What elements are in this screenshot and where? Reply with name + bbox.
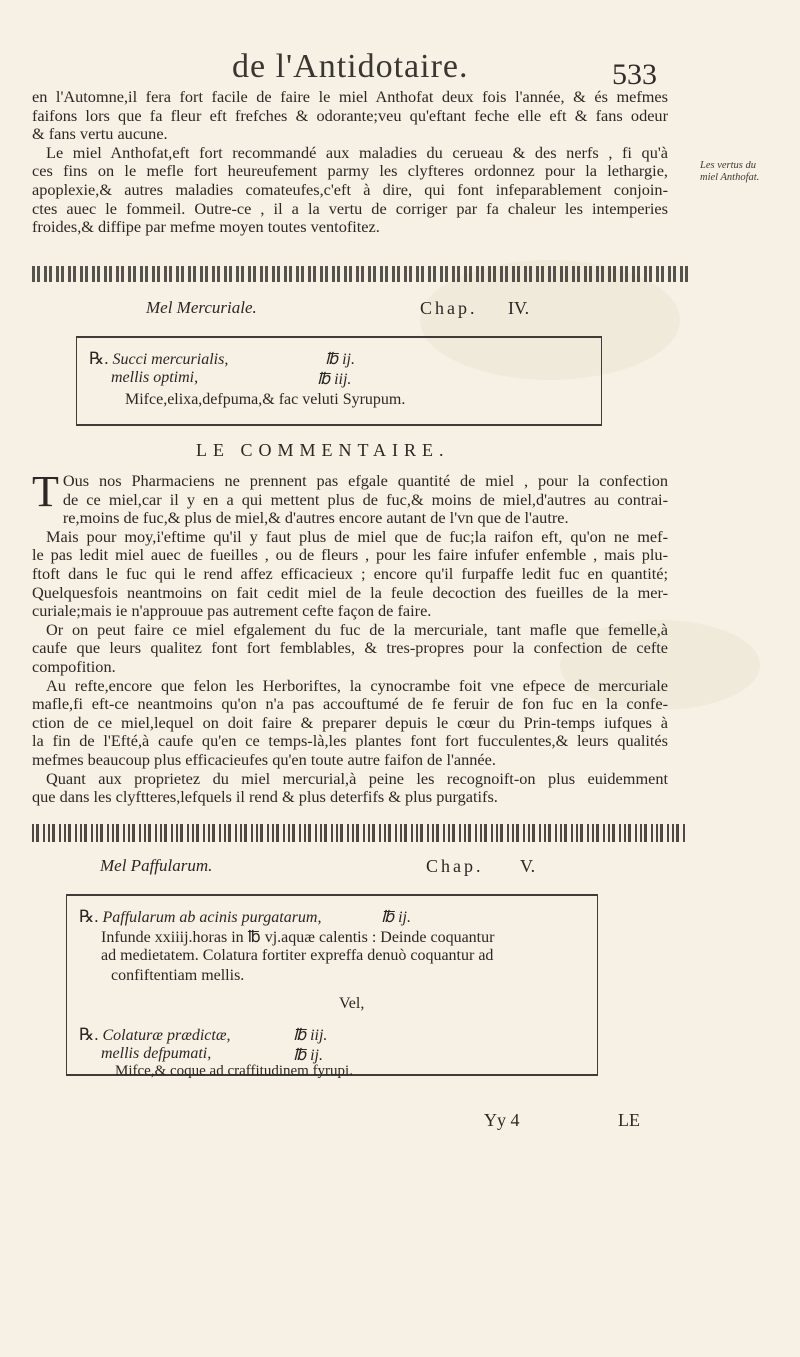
ingredient: Colaturæ prædictæ,	[102, 1027, 231, 1044]
recipe-line	[89, 349, 228, 369]
text-line: caufe que leurs qualitez font fort femblables, & tres-propres pour la confection de cefte	[32, 639, 668, 658]
margin-note-line: Les vertus du	[700, 160, 756, 171]
recipe-symbol: ℞.	[89, 349, 109, 368]
text-line: Au refte,encore que felon les Herboriftes, la cynocrambe foit vne efpece de mercuriale	[46, 676, 668, 695]
chapter-title: Mel Mercuriale.	[146, 298, 257, 317]
dose: ℔ iij.	[293, 1027, 328, 1044]
commentary-body	[32, 467, 668, 807]
text-line: apoplexie,& autres maladies comateufes,c'eft à dire, qui font infeparablement conjoin-	[32, 180, 668, 199]
text-line: Quant aux proprietez du miel mercurial,à peine les recognoift-on plus euidemment	[46, 769, 668, 788]
recipe-instruction: ad medietatem. Colatura fortiter expreffa denuò coquantur ad	[101, 947, 494, 964]
recipe-line	[79, 907, 321, 927]
recipe-instruction: Infunde xxiiij.horas in ℔ vj.aquæ calentis : Deinde coquantur	[101, 929, 495, 946]
recipe-instruction: Mifce,elixa,defpuma,& fac veluti Syrupum.	[125, 391, 406, 408]
ingredient: mellis optimi,	[111, 369, 199, 386]
text-line: ction de ce miel,lequel on doit faire & preparer depuis le cœur du Prin-temps iufques à	[32, 713, 668, 732]
text-line: ftoft dans le fuc qui le rend affez efficacieux ; encore qu'il furpaffe ledit fuc en quantité;	[32, 564, 668, 583]
margin-note-line: miel Anthofat.	[700, 172, 760, 183]
text-line: le pas ledit miel auec de fueilles , ou de fleurs , pour les faire infufer enfemble , mais plu-	[32, 546, 668, 565]
page-number: 533	[612, 58, 657, 91]
ingredient: Succi mercurialis,	[112, 351, 229, 368]
text-line: ces fins on le mefle fort heureufement parmy les clyfteres ordonnez pour la lethargie,	[32, 162, 668, 181]
text-line: compofition.	[32, 657, 116, 676]
drop-cap: T	[32, 467, 59, 516]
dose: ℔ ij.	[293, 1047, 323, 1064]
text-line: Or on peut faire ce miel efgalement du fuc de la mercuriale, tant mafle que femelle,à	[46, 620, 668, 639]
text-line: re,moins de fuc,& plus de miel,& d'autres encore autant de l'vn que de l'autre.	[62, 509, 569, 528]
ingredient: Paffularum ab acinis purgatarum,	[102, 909, 322, 926]
recipe-box	[66, 894, 598, 1079]
text-line: curiale;mais ie n'approuue pas autrement cefte façon de faire.	[32, 602, 432, 621]
recipe-symbol: ℞.	[79, 907, 99, 926]
ingredient: mellis defpumati,	[101, 1045, 212, 1062]
text-line: de ce miel,car il y en a qui mettent plus de fuc,& moins de miel,d'autres au contrai-	[62, 490, 668, 509]
text-line: que dans les clyftteres,lefquels il rend & plus deterfifs & plus purgatifs.	[32, 788, 498, 807]
chapter-number: V.	[520, 856, 536, 876]
recipe-alternative: Vel,	[339, 995, 365, 1012]
text-line: froides,& diffipe par mefme moyen toutes ventofitez.	[32, 218, 380, 237]
commentary-opening	[32, 467, 668, 516]
recipe-instruction: Mifce,& coque ad craffitudinem fyrupi.	[115, 1063, 353, 1079]
ornament-band	[32, 824, 688, 842]
dose: ℔ ij.	[325, 351, 355, 368]
text-line: Mais pour moy,i'eftime qu'il y faut plus de miel que de fuc;la raifon eft, qu'on ne mef-	[46, 527, 668, 546]
margin-note	[700, 160, 796, 184]
text-line: mefmes beaucoup plus efficacieufes qu'en toute autre faifon de l'année.	[32, 750, 496, 769]
catchword: LE	[618, 1110, 640, 1130]
text-line: Ous nos Pharmaciens ne prennent pas efgale quantité de miel , pour la confection	[62, 472, 668, 490]
recipe-instruction: confiftentiam mellis.	[111, 967, 245, 984]
text-line: ctes auec le fommeil. Outre-ce , il a la vertu de corriger par fa chaleur les intemperies	[32, 199, 668, 218]
text-line: & fans vertu aucune.	[32, 125, 168, 144]
text-line: Quelquesfois neantmoins on fait cedit miel de la feule decoction des fueilles de la mer-	[32, 583, 668, 602]
dose: ℔ ij.	[381, 909, 411, 926]
signature-mark: Yy 4	[484, 1110, 520, 1130]
opening-paragraph	[32, 88, 668, 237]
chapter-number: IV.	[508, 298, 530, 318]
recipe-box	[76, 336, 602, 426]
running-title: de l'Antidotaire.	[232, 48, 469, 85]
commentary-heading: LE COMMENTAIRE.	[196, 440, 450, 460]
text-line: faifons lors que fa fleur eft frefches & odorante;veu qu'eftant feche elle eft & fans odeur	[32, 106, 668, 125]
chapter-label: Chap.	[420, 298, 478, 318]
dose: ℔ iij.	[317, 371, 352, 388]
text-line: la fin de l'Efté,à caufe qu'en ce temps-là,les plantes font fort fucculentes,& leurs qualités	[32, 732, 668, 751]
chapter-label: Chap.	[426, 856, 484, 876]
ornament-band	[32, 266, 688, 282]
chapter-title: Mel Paffularum.	[100, 856, 213, 875]
commentary-lines	[32, 509, 668, 807]
text-line: en l'Automne,il fera fort facile de faire le miel Anthofat deux fois l'année, & és mefmes	[32, 88, 668, 106]
recipe-symbol: ℞.	[79, 1025, 99, 1044]
running-head	[0, 48, 800, 93]
text-line: mafle,fi eft-ce neantmoins qu'on n'a pas accouftumé de fe feruir de fon fuc en la confe-	[32, 695, 668, 714]
text-line: Le miel Anthofat,eft fort recommandé aux maladies du cerueau & des nerfs , fi qu'à	[46, 143, 668, 162]
recipe-line	[79, 1025, 231, 1045]
